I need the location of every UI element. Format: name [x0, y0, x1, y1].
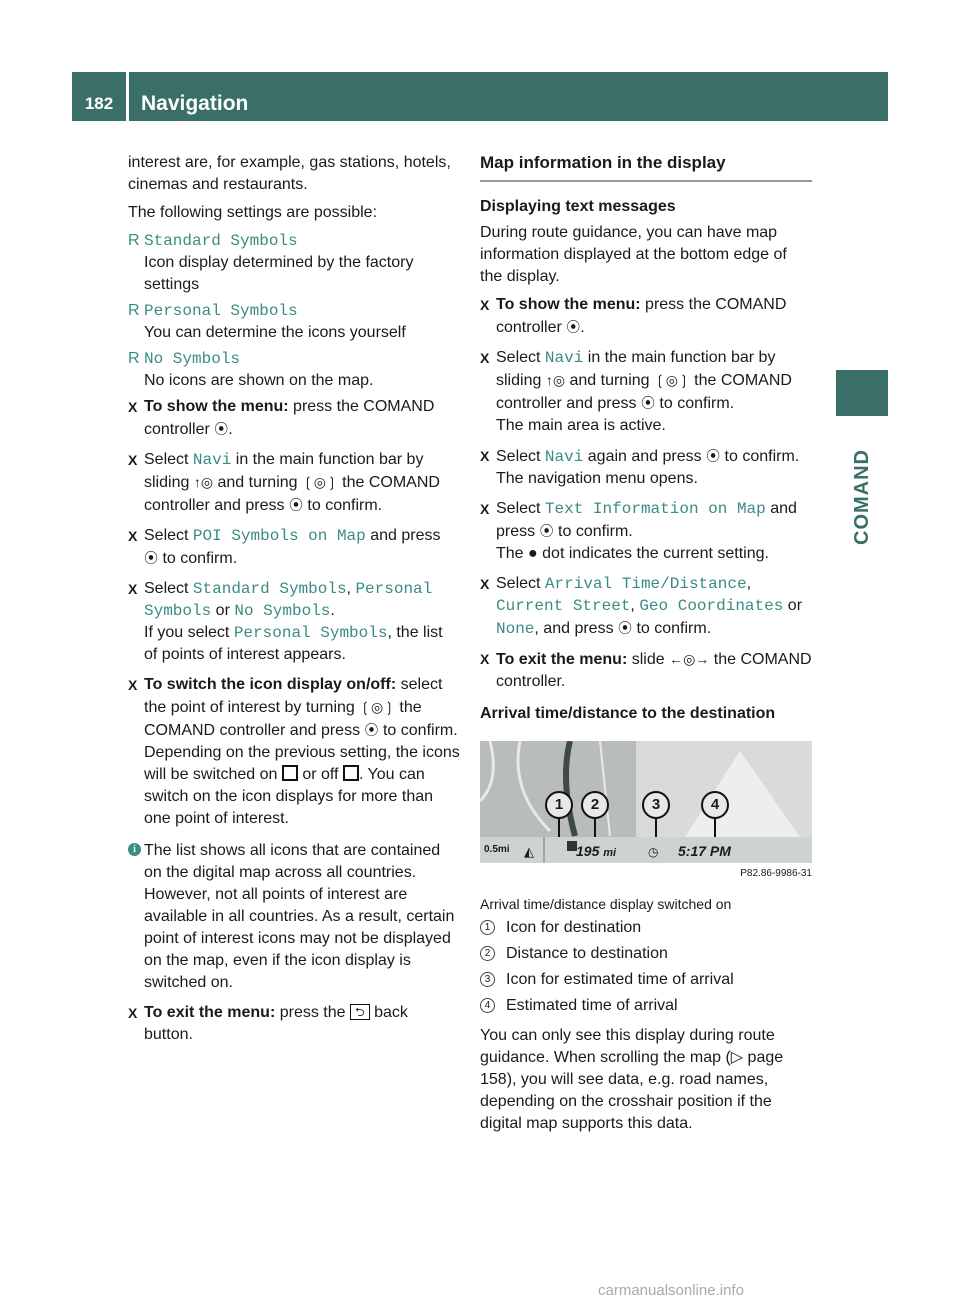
turn-controller-icon: ❲◎❳ [302, 474, 338, 490]
page-number: 182 [84, 94, 114, 113]
subheading: Displaying text messages [480, 198, 676, 215]
option-desc: You can determine the icons yourself [144, 324, 406, 341]
number-1-icon: 1 [480, 920, 495, 935]
bullet-icon: R [128, 302, 140, 319]
press-controller-icon: ⦿ [364, 722, 379, 738]
step-select-navi: X Select Navi in the main function bar by sliding ↑◎ and turning ❲◎❳ the COMAND controller and press ⦿ to confirm. The main area is active. [480, 349, 792, 434]
option-name: Personal Symbols [144, 302, 298, 320]
callout-4: 4 [701, 791, 729, 819]
step-show-menu: X To show the menu: press the COMAND controller ⦿. [128, 398, 435, 438]
checkbox-checked-icon [282, 765, 298, 781]
step-select-navi: X Select Navi in the main function bar by sliding ↑◎ and turning ❲◎❳ the COMAND controller and press ⦿ to confirm. [128, 451, 440, 514]
figure-caption: Arrival time/distance display switched on [480, 896, 732, 912]
option-item [128, 348, 460, 392]
callout-3: 3 [642, 791, 670, 819]
press-controller-icon: ⦿ [288, 497, 303, 513]
step-select-navi-again: X Select Navi again and press ⦿ to confirm. The navigation menu opens. [480, 445, 812, 490]
step-exit-menu: X To exit the menu: press the ⮌ back button. [128, 1004, 408, 1043]
option-name: Standard Symbols [144, 232, 298, 250]
press-controller-icon: ⦿ [618, 620, 633, 636]
step-select-poi: X Select POI Symbols on Map and press ⦿ to confirm. [128, 527, 441, 567]
clock-icon: ◷ [648, 845, 659, 859]
step-marker-icon: X [480, 448, 490, 464]
compass-icon: ◭ [524, 844, 534, 859]
callout-1: 1 [545, 791, 573, 819]
possible-text: The following settings are possible: [128, 204, 378, 221]
slide-left-right-icon: ←◎→ [669, 651, 710, 667]
option-item [128, 230, 460, 296]
number-3-icon: 3 [480, 972, 495, 987]
step-marker-icon: X [480, 297, 490, 313]
checkbox-empty-icon [343, 765, 359, 781]
bullet-icon: R [128, 232, 140, 249]
step-marker-icon: X [128, 399, 138, 415]
step-marker-icon: X [128, 677, 138, 693]
step-select-text-info: X Select Text Information on Map and press ⦿ to confirm. The ● dot indicates the current setting. [480, 500, 797, 562]
dot-icon: ● [528, 545, 538, 562]
callout-2: 2 [581, 791, 609, 819]
sidebar-label: COMAND [851, 449, 873, 545]
turn-controller-icon: ❲◎❳ [359, 699, 395, 715]
press-controller-icon: ⦿ [706, 448, 721, 464]
sidebar-label-box [836, 426, 888, 576]
intro-text: interest are, for example, gas stations, hotels, cinemas and restaurants. [128, 154, 451, 193]
number-4-icon: 4 [480, 998, 495, 1013]
slide-up-icon: ↑◎ [193, 474, 214, 490]
map-display-figure [480, 741, 812, 863]
press-controller-icon: ⦿ [539, 523, 554, 539]
step-marker-icon: X [480, 350, 490, 366]
header-divider [126, 72, 129, 121]
legend-item: 2 Distance to destination [480, 943, 812, 965]
step-marker-icon: X [480, 501, 490, 517]
step-select-display: X Select Arrival Time/Distance, Current Street, Geo Coordinates or None, and press ⦿ to confirm. [480, 575, 803, 638]
bullet-icon: R [128, 350, 140, 367]
info-icon: i [128, 843, 141, 856]
option-item [128, 300, 460, 344]
subheading: Arrival time/distance to the destination [480, 705, 776, 722]
distance-unit: mi [603, 847, 617, 859]
final-text: You can only see this display during route guidance. When scrolling the map (▷ page 158), you will see data, e.g. road names, depending on the crosshair position if the digital map supports this data. [480, 1027, 784, 1132]
press-controller-icon: ⦿ [144, 550, 158, 566]
number-2-icon: 2 [480, 946, 495, 961]
slide-up-icon: ↑◎ [545, 372, 566, 388]
step-marker-icon: X [128, 581, 138, 597]
legend-item: 1 Icon for destination [480, 917, 812, 939]
press-controller-icon: ⦿ [214, 421, 229, 437]
left-column [128, 152, 460, 1054]
step-marker-icon: X [128, 452, 138, 468]
section-title: Map information in the display [480, 152, 812, 182]
eta-value: 5:17 PM [678, 843, 731, 859]
press-controller-icon: ⦿ [640, 395, 655, 411]
turn-controller-icon: ❲◎❳ [654, 372, 690, 388]
option-desc: No icons are shown on the map. [144, 372, 374, 389]
map-scale: 0.5mi [484, 844, 510, 855]
legend-item: 3 Icon for estimated time of arrival [480, 969, 812, 991]
option-name: No Symbols [144, 350, 241, 368]
body-text: During route guidance, you can have map information displayed at the bottom edge of the display. [480, 224, 787, 285]
step-select-symbols: X Select Standard Symbols, Personal Symbols or No Symbols. If you select Personal Symbols, the list of points of interest appears. [128, 580, 443, 663]
option-desc: Icon display determined by the factory settings [144, 254, 414, 293]
figure-code: P82.86-9986-31 [740, 868, 812, 879]
legend-item: 4 Estimated time of arrival [480, 995, 812, 1017]
step-marker-icon: X [480, 576, 490, 592]
step-exit-menu: X To exit the menu: slide ←◎→ the COMAND controller. [480, 648, 812, 693]
page-title: Navigation [141, 92, 249, 115]
step-switch-icons: X To switch the icon display on/off: select the point of interest by turning ❲◎❳ the COMAND controller and press ⦿ to confirm. Depending on the previous setting, the icons will be switched on or off . You can switch on the icon displays for more than one point of interest. [128, 676, 460, 827]
press-controller-icon: ⦿ [566, 319, 581, 335]
distance-value: 195 [576, 843, 600, 859]
step-marker-icon: X [480, 651, 490, 667]
watermark: carmanualsonline.info [598, 1282, 744, 1299]
right-column [480, 152, 812, 1141]
step-marker-icon: X [128, 528, 138, 544]
step-show-menu: X To show the menu: press the COMAND controller ⦿. [480, 296, 787, 336]
step-marker-icon: X [128, 1005, 138, 1021]
back-button-icon: ⮌ [350, 1004, 370, 1020]
sidebar-tab [836, 370, 888, 416]
info-note: i The list shows all icons that are contained on the digital map across all countries. However, not all points of interest are available in all countries. As a result, certain point of interest icons may not be displayed on the map, even if the icon display is switched on. [128, 840, 460, 994]
